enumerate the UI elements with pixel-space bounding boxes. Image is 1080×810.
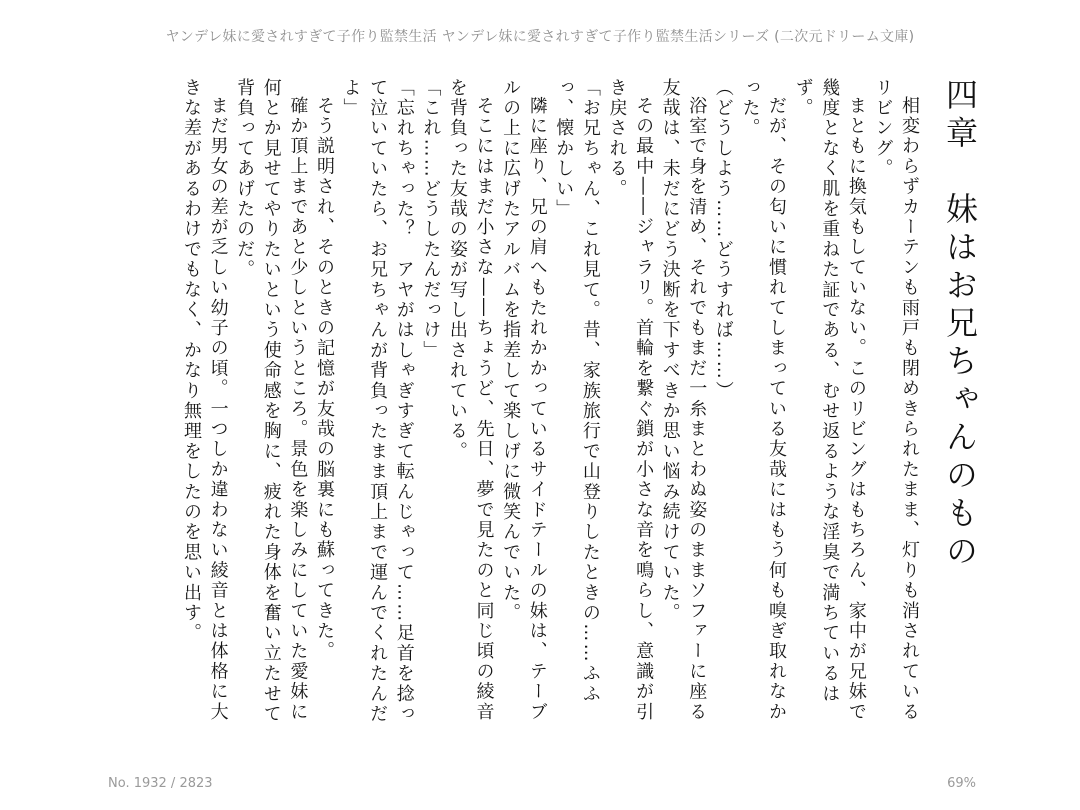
paragraph: 「忘れちゃった？ アヤがはしゃぎすぎて転んじゃって……足首を捻って泣いていたら、お兄ちゃんが背負ったまま頂上まで運んでくれたんだよ」 [340,78,415,725]
location-indicator: No. 1932 / 2823 [108,776,213,791]
paragraph: 隣に座り、兄の肩へもたれかかっているサイドテールの妹は、テーブルの上に広げたアルバムを指差して楽しげに微笑んでいた。 [500,78,548,723]
paragraph: 浴室で身を清め、それでもまだ一糸まとわぬ姿のままソファーに座る友哉は、未だにどう決断を下すべきか思い悩み続けていた。 [659,78,708,723]
paragraph: その最中――ジャラリ。首輪を繋ぐ鎖が小さな音を鳴らし、意識が引き戻される。 [606,78,655,723]
paragraph: そう説明され、そのときの記憶が友哉の脳裏にも蘇ってきた。 [313,96,335,662]
paragraph: 確か頂上まであと少しというところ。景色を楽しみにしていた愛妹に何とか見せてやりたいという使命感を胸に、疲れた身体を奮い立たせて背負ってあげたのだ。 [234,78,309,725]
vertical-text-body [177,78,980,738]
progress-percent: 69% [947,776,976,791]
paragraph: 相変わらずカーテンも雨戸も閉めきられたまま、灯りも消されているリビング。 [872,78,920,723]
chapter-title: 四章 妹はお兄ちゃんのもの [941,78,979,572]
paragraph: まだ男女の差が乏しい幼子の頃。一つしか違わない綾音とは体格に大きな差があるわけでもなく、かなり無理をしたのを思い出す。 [180,78,229,723]
book-title: ヤンデレ妹に愛されすぎて子作り監禁生活 ヤンデレ妹に愛されすぎて子作り監禁生活シリーズ (二次元ドリーム文庫) [165,29,915,45]
paragraph: 「お兄ちゃん、これ見て。昔、家族旅行で山登りしたときの……ふふっ、懐かしい」 [553,78,601,705]
paragraph: そこにはまだ小さな――ちょうど、先日、夢で見たのと同じ頃の綾音を背負った友哉の姿が写し出されている。 [446,78,495,723]
paragraph: だが、その匂いに慣れてしまっている友哉にはもう何も嗅ぎ取れなかった。 [739,78,788,723]
paragraph: まともに換気もしていない。このリビングはもちろん、家中が兄妹で幾度となく肌を重ねた証である、むせ返るような淫臭で満ちているはず。 [792,78,867,723]
paragraph: 「これ……どうしたんだっけ」 [420,78,442,361]
paragraph: （どうしよう……どうすれば……） [712,78,734,402]
reader-page[interactable] [108,78,980,738]
